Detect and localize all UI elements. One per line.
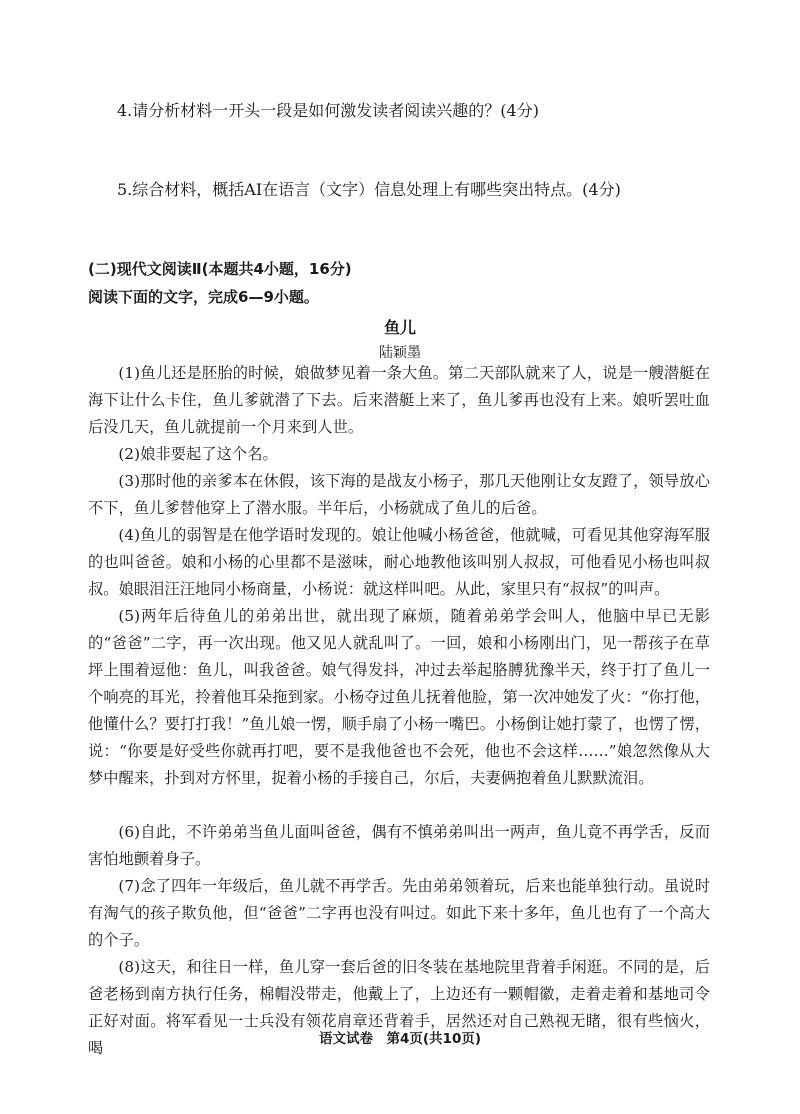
page-footer: 语文试卷 第4页(共10页): [318, 1031, 482, 1047]
paragraph-6: (6)自此，不许弟弟当鱼儿面叫爸爸，偶有不慎弟弟叫出一两声，鱼儿竟不再学舌，反而害怕地颤着身子。: [88, 823, 710, 868]
paragraph-5: (5)两年后待鱼儿的弟弟出世，就出现了麻烦，随着弟弟学会叫人，他脑中早已无影的“爸爸”二字，再一次出现。他又见人就乱叫了。一回，娘和小杨刚出门，见一帮孩子在草坪上围着逗他：鱼儿，叫我爸爸。娘气得发抖，冲过去举起胳膊犹豫半天，终于打了鱼儿一个响亮的耳光，拎着他耳朵拖到家。小杨夺过鱼儿抚着他脸，第一次冲她发了火：“你打他，他懂什么？要打打我！”鱼儿娘一愣，顺手扇了小杨一嘴巴。小杨倒让她打蒙了，也愣了愣，说：“你要是好受些你就再打吧，要不是我他爸也不会死，他也不会这样……”娘忽然像从大梦中醒来，扑到对方怀里，捉着小杨的手接自己，尔后，夫妻俩抱着鱼儿默默流泪。: [88, 607, 710, 787]
section-heading: (二)现代文阅读Ⅱ(本题共4小题，16分): [88, 260, 352, 278]
paragraph-3: (3)那时他的亲爹本在休假，该下海的是战友小杨子，那几天他刚让女友蹬了，领导放心不下，鱼儿爹替他穿上了潜水服。半年后，小杨就成了鱼儿的后爸。: [88, 472, 710, 517]
paragraph-8: (8)这天，和往日一样，鱼儿穿一套后爸的旧冬装在基地院里背着手闲逛。不同的是，后爸老杨到南方执行任务，棉帽没带走，他戴上了，上边还有一颗帽徽，走着走着和基地司令正好对面。将军看见一士兵没有领花肩章还背着手，居然还对自己熟视无睹，很有些恼火，喝: [88, 958, 710, 1057]
paragraph-4: (4)鱼儿的弱智是在他学语时发现的。娘让他喊小杨爸爸，他就喊，可看见其他穿海军服的也叫爸爸。娘和小杨的心里都不是滋味，耐心地教他该叫别人叔叔，可他看见小杨也叫叔叔。娘眼泪汪汪地同小杨商量，小杨说：就这样叫吧。从此，家里只有“叔叔”的叫声。: [88, 526, 710, 598]
question-4: 4.请分析材料一开头一段是如何激发读者阅读兴趣的？(4分): [117, 101, 539, 120]
article-title: 鱼儿: [383, 318, 416, 337]
section-instruction: 阅读下面的文字，完成6—9小题。: [88, 288, 319, 306]
paragraph-1: (1)鱼儿还是胚胎的时候，娘做梦见着一条大鱼。第二天部队就来了人，说是一艘潜艇在海下让什么卡住，鱼儿爹就潜了下去。后来潜艇上来了，鱼儿爹再也没有上来。娘听罢吐血后没几天，鱼儿就提前一个月来到人世。: [88, 364, 710, 436]
article-author: 陆颖墨: [379, 345, 421, 361]
question-5: 5.综合材料，概括AI在语言（文字）信息处理上有哪些突出特点。(4分): [117, 180, 621, 199]
paragraph-2: (2)娘非要起了这个名。: [118, 445, 278, 463]
paragraph-7: (7)念了四年一年级后，鱼儿就不再学舌。先由弟弟领着玩，后来也能单独行动。虽说时有淘气的孩子欺负他，但“爸爸”二字再也没有叫过。如此下来十多年，鱼儿也有了一个高大的个子。: [88, 877, 710, 949]
